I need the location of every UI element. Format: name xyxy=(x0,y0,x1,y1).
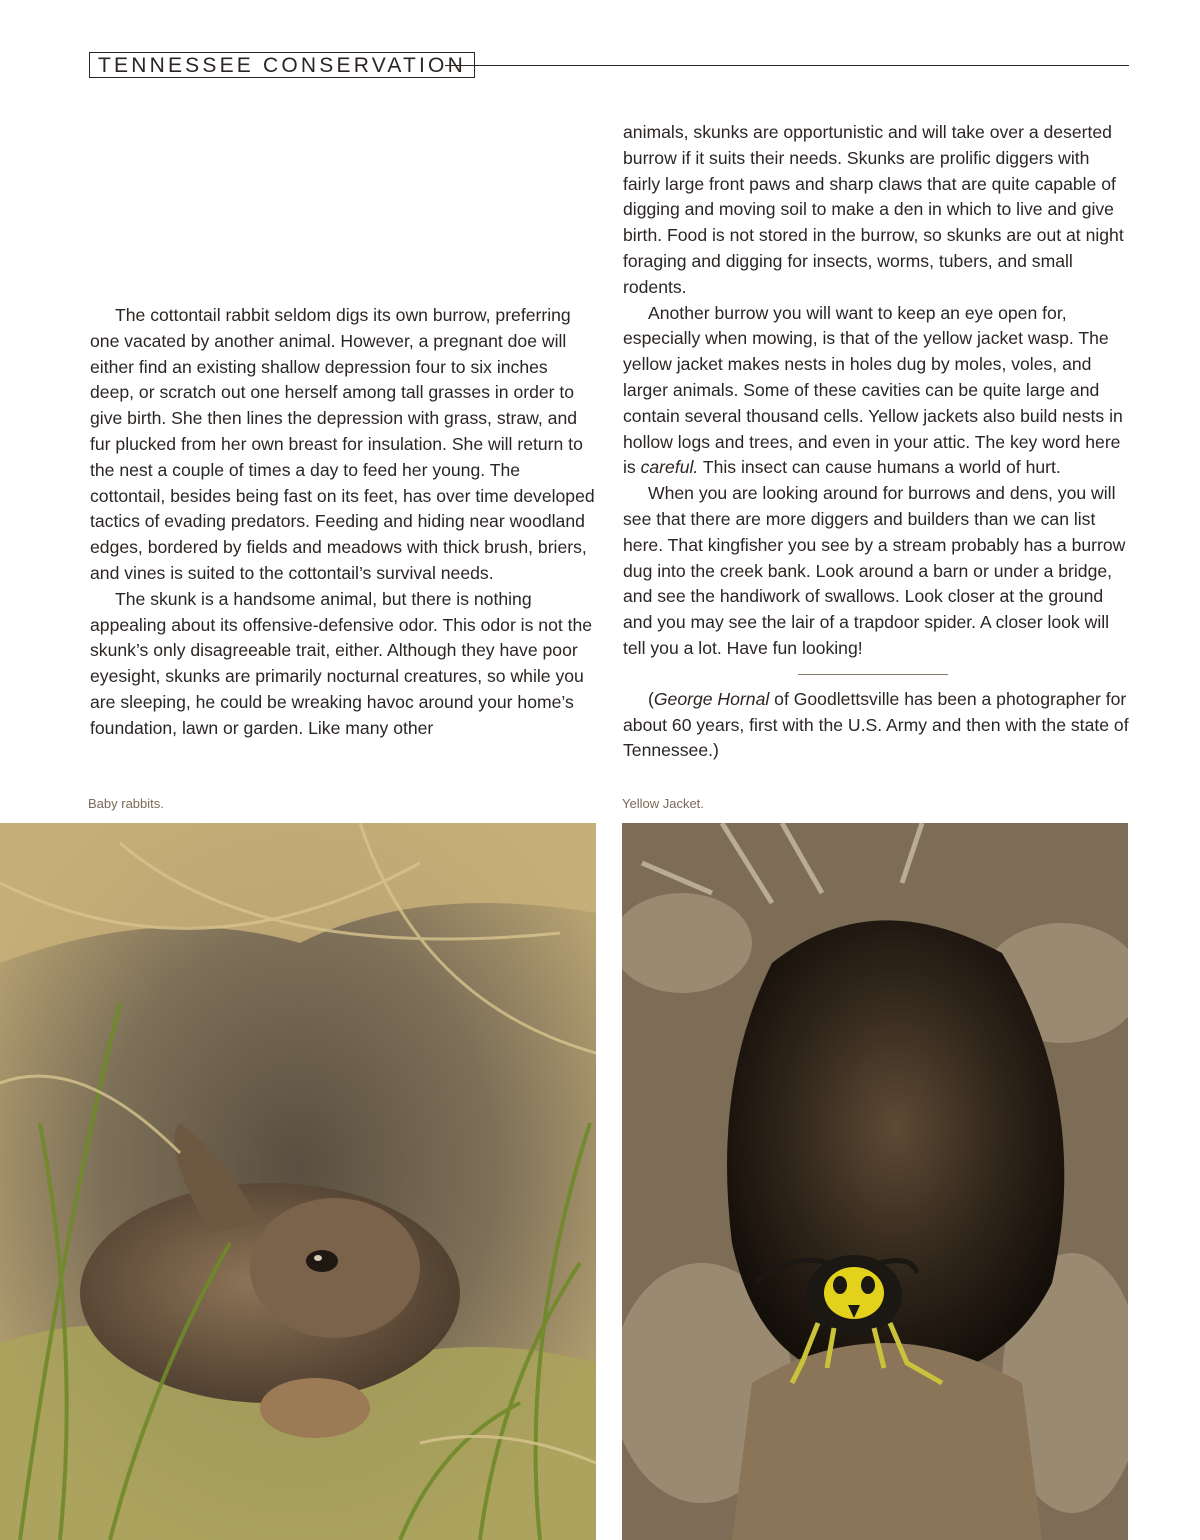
paragraph-skunk-continued: animals, skunks are opportunistic and will take over a deserted burrow if it suits their needs. Skunks are prolific diggers with fairly large front paws and sharp claws that are quite capable of digging and moving soil to make a den in which to live and give birth. Food is not stored in the burrow, so skunks are out at night foraging and digging for insects, worms, tubers, and small rodents. xyxy=(623,122,1124,297)
left-text-column xyxy=(90,303,596,742)
page-header xyxy=(89,52,1129,80)
right-text-column xyxy=(623,120,1131,764)
wasp-burrow-image xyxy=(622,823,1128,1540)
author-bio xyxy=(623,687,1131,764)
paragraph-closing: When you are looking around for burrows and dens, you will see that there are more diggers and builders than we can list here. That kingfisher you see by a stream probably has a burrow dug into the creek bank. Look around a barn or under a bridge, and see the handiwork of swallows. Look closer at the ground and you may see the lair of a trapdoor spider. A closer look will tell you a lot. Have fun looking! xyxy=(623,483,1126,658)
author-name: George Hornal xyxy=(653,688,770,709)
photo-yellow-jacket xyxy=(622,823,1128,1540)
yellow-jacket-text-b: This insect can cause humans a world of hurt. xyxy=(698,457,1061,478)
photo-baby-rabbits xyxy=(0,823,596,1540)
bio-divider xyxy=(798,674,948,675)
caption-yellow-jacket: Yellow Jacket. xyxy=(622,796,704,811)
bio-open-paren: ( xyxy=(648,688,654,709)
masthead: TENNESSEE CONSERVATION xyxy=(89,52,475,78)
paragraph-yellow-jacket xyxy=(623,301,1131,482)
rabbit-nest-image xyxy=(0,823,596,1540)
bio-text: of Goodlettsville has been a photographer for about 60 years, first with the U.S. Army and then with the state of Tennessee.) xyxy=(623,688,1129,761)
paragraph-cottontail: The cottontail rabbit seldom digs its own burrow, preferring one vacated by another animal. However, a pregnant doe will either find an existing shallow depression four to six inches deep, or scratch out one herself among tall grasses in order to give birth. She then lines the depression with grass, straw, and fur plucked from her own breast for insulation. She will return to the nest a couple of times a day to feed her young. The cottontail, besides being fast on its feet, has over time developed tactics of evading predators. Feeding and hiding near woodland edges, bordered by fields and meadows with thick brush, briers, and vines is suited to the cottontail’s survival needs. xyxy=(90,305,595,583)
emphasis-careful: careful. xyxy=(640,457,699,478)
header-rule xyxy=(445,65,1129,66)
caption-baby-rabbits: Baby rabbits. xyxy=(88,796,164,811)
yellow-jacket-text-a: Another burrow you will want to keep an eye open for, especially when mowing, is that of the yellow jacket wasp. The yellow jacket makes nests in holes dug by moles, voles, and larger animals. Some of these cavities can be quite large and contain several thousand cells. Yellow jackets also build nests in hollow logs and trees, and even in your attic. The key word here is xyxy=(623,302,1123,478)
paragraph-skunk: The skunk is a handsome animal, but there is nothing appealing about its offensive-defensive odor. This odor is not the skunk’s only disagreeable trait, either. Although they have poor eyesight, skunks are primarily nocturnal creatures, so while you are sleeping, he could be wreaking havoc around your home’s foundation, lawn or garden. Like many other xyxy=(90,588,593,738)
